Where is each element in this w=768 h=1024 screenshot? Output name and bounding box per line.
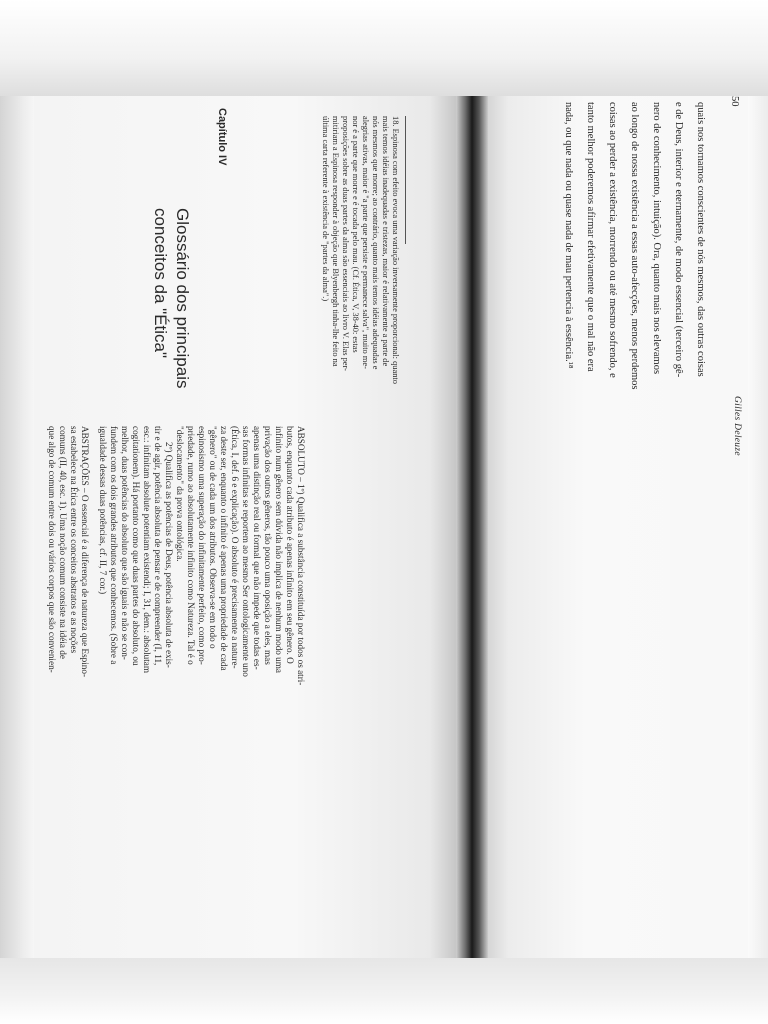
running-head: Gilles Deleuze [732,396,742,456]
footnote-rule [405,116,406,244]
glossary-line: melhor, duas potências do absoluto que são iguais e não se con- [120,426,130,660]
book-spread [34,96,748,958]
footnote-line: última carta referente à existência de "partes da alma".) [321,116,330,302]
scan-top-border [0,0,768,96]
page-number: 50 [729,96,740,107]
glossary-line: tir e de agir, potência absoluta de pensar e de compreender (I, 11, [153,426,163,666]
body-line: ao longo de nossa existência a essas auto-afecções, menos perdemos [629,102,640,390]
footnote-line: nós mesmos que morre; ao contrário, quanto mais temos idéias adequadas e [371,116,380,370]
body-line: coisas ao perder a existência, morrendo ou até mesmo sofrendo, e [607,102,618,378]
left-page [318,96,748,958]
scan-left-border [0,96,34,958]
scan-bottom-border [0,958,768,1024]
glossary-line: ABSTRAÇÕES – O essencial é a diferença de natureza que Espino- [80,426,90,678]
chapter-title-line-2: conceitos da "Ética" [151,208,170,359]
body-line: quais nos tornamos conscientes de nós mesmos, das outras coisas [695,102,706,377]
glossary-line: cogitationem). Há portanto como que duas partes do absoluto, ou [131,426,141,666]
glossary-line: comuns (II, 40, esc. 1). Uma noção comum consiste na idéia de [58,426,68,659]
glossary-line: ABSOLUTO – 1º) Qualifica a substância constituída por todos os atri- [296,426,306,686]
body-line: tanto melhor poderemos afirmar efetivamente que o mal não era [585,102,596,372]
glossary-line: espinosismo uma superação do infinitamente perfeito, como pro- [197,426,207,665]
glossary-line: sa estabelece na Ética entre os conceitos abstratos e as noções [69,426,79,654]
body-line: nada, ou que nada ou quase nada de mau pertencia à essência.¹⁸ [563,102,574,369]
glossary-line: sas formas infinitas se reportem ao mesmo Ser ontologicamente uno [241,426,251,677]
footnote-line: proposições sobre as duas partes da alma são essenciais ao livro V. Elas per- [341,116,350,371]
glossary-line: fundem com os dois grandes atributos que conhecemos. (Sobre a [109,426,119,665]
glossary-line: apenas uma distinção real ou formal que não impede que todas es- [252,426,262,670]
body-line: nero de conhecimento, intuição). Ora, quanto mais nos elevamos [651,102,662,375]
footnote-line: nor é a parte que morre e é tocada pelo mau. (Cf. Ética, V, 38-40: estas [351,116,360,353]
glossary-line: infinito num gênero sem dúvida não implica de nenhum modo uma [274,426,284,673]
footnote-line: 18. Espinosa com efeito evoca uma variação inversamente proporcional: quanto [391,116,400,384]
footnote-line: mais temos idéias inadequadas e tristezas, maior é relativamente a parte de [381,116,390,367]
glossary-line: "deslocamento" da prova ontológica. [175,426,185,562]
glossary-line: esc.: infinitam absolute potentiam existendi; I, 31, dem.: absolutam [142,426,152,673]
glossary-line: priedade, rumo ao absolutamente infinito como Natureza. Tal é o [186,426,196,665]
glossary-line: "gênero" ou de cada um dos atributos. Observa-se em todo o [208,426,218,649]
glossary-line: butos, enquanto cada atributo é apenas infinito em seu gênero. O [285,426,295,664]
body-line: e de Deus, interior e eternamente, de modo essencial (terceiro gê- [673,102,684,378]
chapter-label: Capítulo IV [216,108,228,166]
right-page [34,96,306,958]
footnote-line: mitiriam a Espinosa responder à objeção que Blyenbergh tinha-lhe feito na [331,116,340,367]
glossary-line: za deste ser, enquanto o infinito é apenas uma propriedade de cada [219,426,229,671]
glossary-line: igualdade dessas duas potências, cf. II, 7 cor.) [98,426,108,595]
glossary-line: privação dos outros gêneros, tão pouco uma oposição a eles, mas [263,426,273,665]
glossary-line: (Ética, I, def. 6 e explicação). O absoluto é precisamente a nature- [230,426,240,669]
glossary-line: que algo de comum entre dois ou vários corpos que são convenien- [47,426,57,673]
glossary-line: 2º) Qualifica as potências de Deus, potência absoluta de exis- [164,442,174,668]
scan-right-border [748,96,768,958]
footnote-line: alegrias ativas, maior é "a parte que persiste e permanece salva", muito me- [361,116,370,369]
chapter-title-line-1: Glossário dos principais [173,208,192,389]
